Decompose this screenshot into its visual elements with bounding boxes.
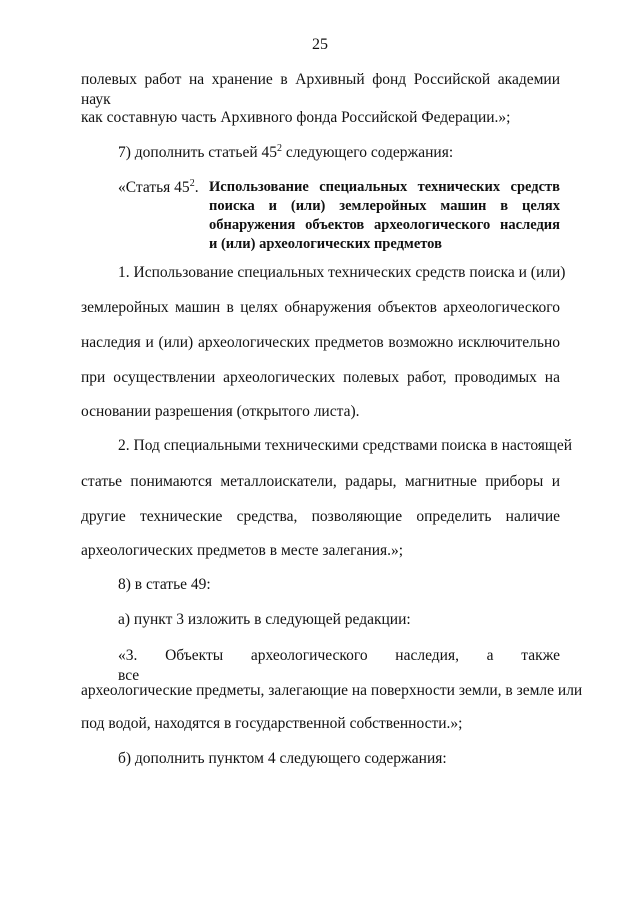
text-line: как составную часть Архивного фонда Российской Федерации.»; — [81, 109, 511, 126]
text-line: основании разрешения (открытого листа). — [81, 403, 360, 420]
text-line: при осуществлении археологических полевых работ, проводимых на — [81, 369, 560, 386]
text-line: другие технические средства, позволяющие определить наличие — [81, 508, 560, 525]
text-line: полевых работ на хранение в Архивный фонд Российской академии наук — [81, 71, 560, 108]
text-line: 1. Использование специальных технических средств поиска и (или) — [118, 264, 566, 281]
text-line: наследия и (или) археологических предметов возможно исключительно — [81, 334, 560, 351]
text-line: 8) в статье 49: — [118, 576, 211, 593]
text-line: б) дополнить пунктом 4 следующего содержания: — [118, 750, 447, 767]
article-title-line: Использование специальных технических средств — [209, 179, 560, 195]
text-line: 2. Под специальными техническими средствами поиска в настоящей — [118, 437, 573, 454]
superscript: 2 — [189, 178, 195, 189]
article-title-line: обнаружения объектов археологического наследия — [209, 217, 560, 233]
text-line: археологические предметы, залегающие на поверхности земли, в земле или — [81, 682, 583, 699]
text-line: археологических предметов в месте залегания.»; — [81, 542, 404, 559]
page-number: 25 — [312, 36, 328, 53]
text-line: «3. Объекты археологического наследия, а также все — [118, 647, 560, 684]
text-line: землеройных машин в целях обнаружения объектов археологического — [81, 299, 560, 316]
text-span: следующего содержания: — [282, 144, 454, 161]
article-title-line: и (или) археологических предметов — [209, 236, 442, 252]
text-line: а) пункт 3 изложить в следующей редакции: — [118, 611, 411, 628]
text-span: 7) дополнить статьей 45 — [118, 144, 278, 161]
article-title — [209, 178, 560, 254]
text-span: «Статья 45 — [118, 179, 190, 196]
article-label — [118, 178, 199, 198]
text-span: . — [194, 179, 199, 196]
text-line — [118, 143, 453, 163]
text-line: статье понимаются металлоискатели, радары, магнитные приборы и — [81, 473, 560, 490]
article-title-line: поиска и (или) землеройных машин в целях — [209, 198, 560, 214]
superscript: 2 — [277, 143, 283, 154]
text-line: под водой, находятся в государственной собственности.»; — [81, 715, 463, 732]
